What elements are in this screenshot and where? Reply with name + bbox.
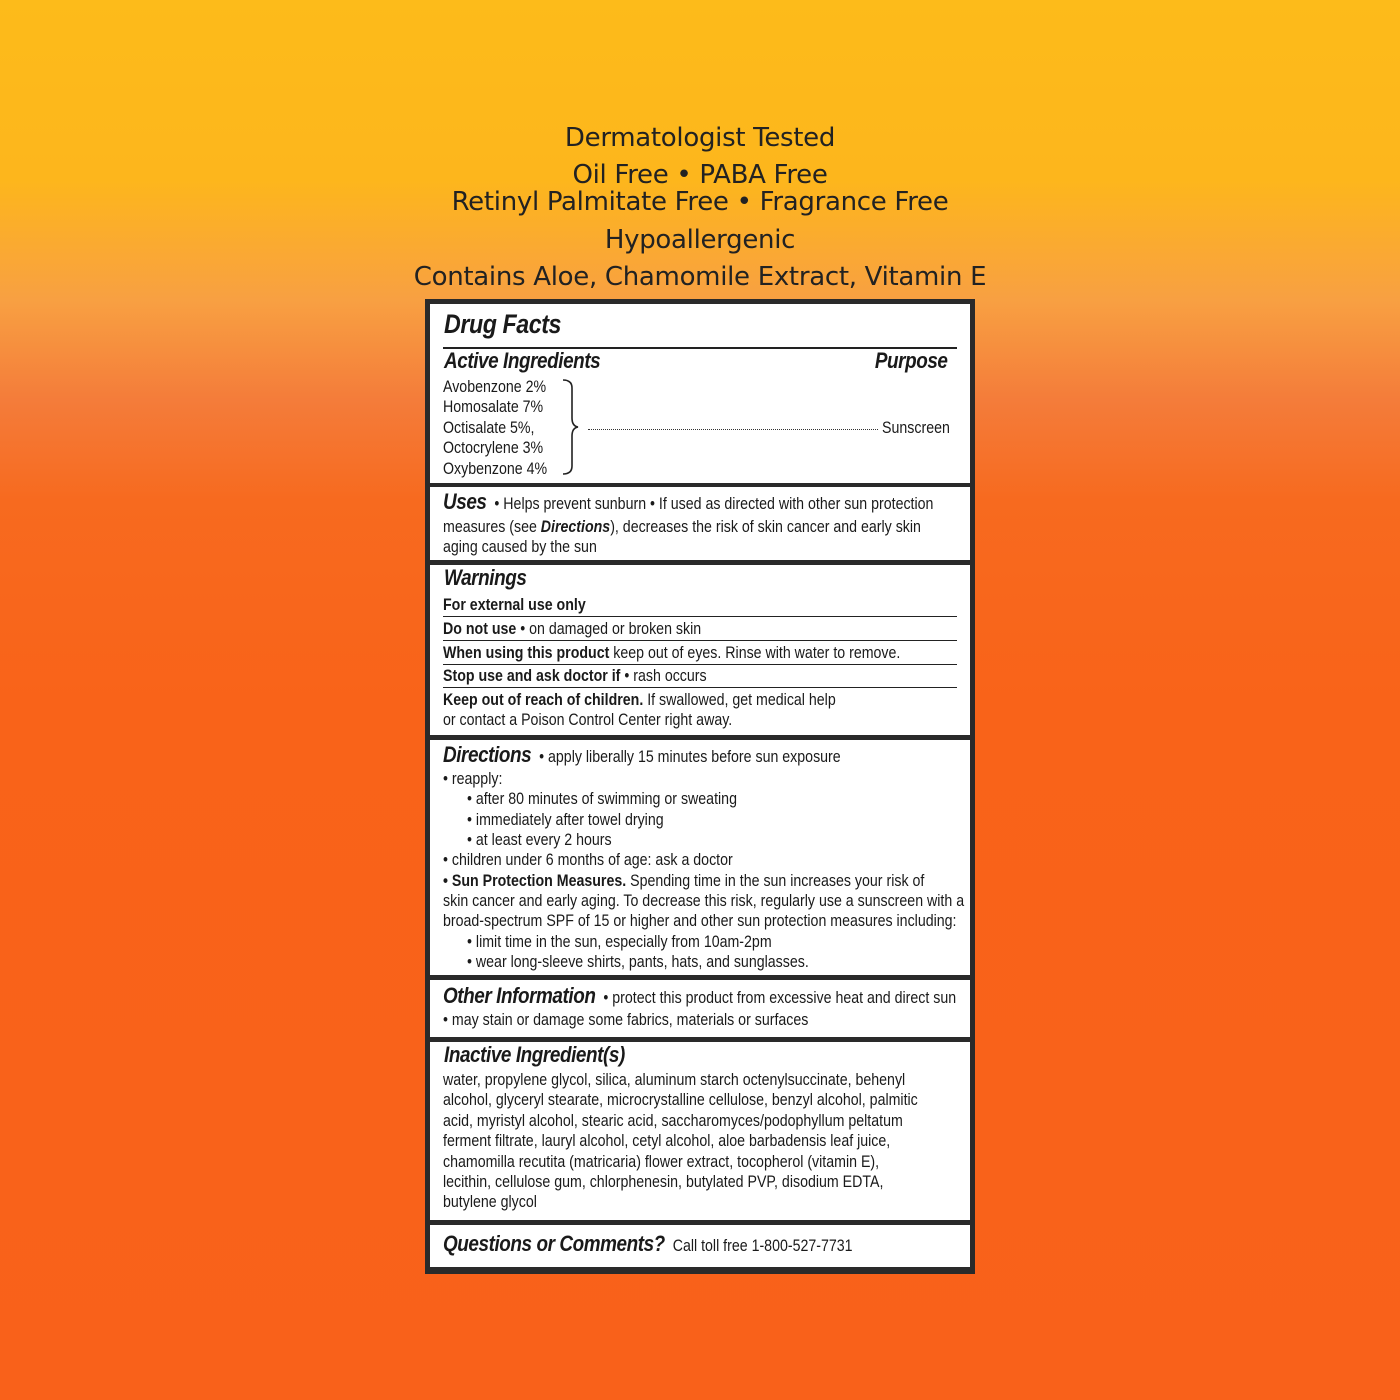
dot-leader bbox=[588, 429, 878, 430]
directions-line-1: Directions • apply liberally 15 minutes before sun exposure bbox=[443, 742, 841, 767]
other-information-section bbox=[430, 980, 970, 1037]
inactive-ingredients-section bbox=[430, 1042, 970, 1220]
ingredient: Avobenzone 2% bbox=[443, 378, 547, 396]
children-direction: • children under 6 months of age: ask a doctor bbox=[443, 851, 733, 869]
inactive-line: alcohol, glyceryl stearate, microcrystalline cellulose, benzyl alcohol, palmitic bbox=[443, 1091, 918, 1110]
reapply-item: • after 80 minutes of swimming or sweating bbox=[467, 790, 737, 808]
inactive-line: ferment filtrate, lauryl alcohol, cetyl alcohol, aloe barbadensis leaf juice, bbox=[443, 1132, 891, 1151]
inactive-line: acid, myristyl alcohol, stearic acid, saccharomyces/podophyllum peltatum bbox=[443, 1111, 903, 1130]
claim-contains: Contains Aloe, Chamomile Extract, Vitamin E bbox=[413, 262, 987, 292]
uses-text: measures (see bbox=[443, 518, 541, 536]
divider bbox=[443, 640, 957, 641]
ingredient: Homosalate 7% bbox=[443, 398, 544, 417]
reapply-item: • immediately after towel drying bbox=[467, 811, 664, 829]
other-information-header: Other Information bbox=[443, 983, 596, 1008]
other-info-line-2: • may stain or damage some fabrics, materials or surfaces bbox=[443, 1011, 809, 1029]
sun-protection-line-1: • Sun Protection Measures. Spending time in the sun increases your risk of bbox=[443, 872, 925, 890]
drug-facts-panel bbox=[425, 299, 975, 1274]
inactive-line: lecithin, cellulose gum, chlorphenesin, butylated PVP, disodium EDTA, bbox=[443, 1173, 884, 1192]
inactive-ingredient-list bbox=[443, 1070, 995, 1213]
inactive-line: chamomilla recutita (matricaria) flower extract, tocopherol (vitamin E), bbox=[443, 1152, 880, 1171]
uses-text: ), decreases the risk of skin cancer and early skin bbox=[610, 518, 921, 536]
purpose-header: Purpose bbox=[875, 348, 948, 373]
ingredient: Octisalate 5%, bbox=[443, 418, 535, 437]
ingredient-list bbox=[443, 377, 564, 479]
uses-section bbox=[430, 487, 970, 560]
divider bbox=[443, 687, 957, 688]
do-not-use: Do not use • on damaged or broken skin bbox=[443, 620, 702, 638]
reapply: • reapply: bbox=[443, 770, 503, 788]
inactive-ingredients-header: Inactive Ingredient(s) bbox=[444, 1042, 625, 1067]
questions-header: Questions or Comments? bbox=[443, 1231, 665, 1256]
sun-protection-item: • limit time in the sun, especially from 10am-2pm bbox=[467, 933, 772, 951]
other-info-line-1: Other Information • protect this product from excessive heat and direct sun bbox=[443, 983, 957, 1008]
directions-header: Directions bbox=[443, 742, 532, 767]
brace-icon bbox=[560, 378, 582, 478]
divider bbox=[443, 616, 957, 617]
sun-protection-line-2: skin cancer and early aging. To decrease this risk, regularly use a sunscreen with a bbox=[443, 892, 965, 910]
questions-section bbox=[430, 1225, 970, 1267]
ingredient: Octocrylene 3% bbox=[443, 439, 544, 458]
warnings-section bbox=[430, 565, 970, 735]
sun-protection-line-3: broad-spectrum SPF of 15 or higher and other sun protection measures including: bbox=[443, 912, 957, 930]
external-use: For external use only bbox=[443, 596, 586, 614]
claim-retinyl-fragrance-free: Retinyl Palmitate Free • Fragrance Free bbox=[451, 187, 949, 217]
keep-out-of-reach-2: or contact a Poison Control Center right away. bbox=[443, 711, 733, 729]
claim-dermatologist-tested: Dermatologist Tested bbox=[564, 123, 836, 153]
inactive-line: water, propylene glycol, silica, aluminum starch octenylsuccinate, behenyl bbox=[443, 1071, 906, 1089]
drug-facts-title: Drug Facts bbox=[444, 309, 561, 339]
inactive-line: butylene glycol bbox=[443, 1193, 537, 1212]
divider bbox=[443, 664, 957, 665]
phone-number: Call toll free 1-800-527-7731 bbox=[672, 1237, 853, 1255]
reapply-item: • at least every 2 hours bbox=[467, 831, 612, 849]
sun-protection-item: • wear long-sleeve shirts, pants, hats, and sunglasses. bbox=[467, 953, 809, 971]
uses-text: • Helps prevent sunburn • If used as directed with other sun protection bbox=[494, 495, 934, 513]
directions-section bbox=[430, 740, 970, 975]
uses-header: Uses bbox=[443, 489, 487, 514]
directions-reference: Directions bbox=[540, 518, 611, 536]
uses-line-1 bbox=[443, 489, 1013, 515]
stop-use: Stop use and ask doctor if • rash occurs bbox=[443, 667, 707, 685]
when-using: When using this product keep out of eyes. Rinse with water to remove. bbox=[443, 644, 901, 662]
active-ingredients-section bbox=[430, 304, 970, 483]
keep-out-of-reach: Keep out of reach of children. If swallowed, get medical help bbox=[443, 691, 836, 709]
questions-line bbox=[443, 1231, 919, 1257]
claim-oil-paba-free: Oil Free • PABA Free bbox=[572, 160, 828, 190]
ingredient: Oxybenzone 4% bbox=[443, 459, 548, 478]
claim-hypoallergenic: Hypoallergenic bbox=[604, 225, 796, 255]
uses-line-3: aging caused by the sun bbox=[443, 538, 597, 556]
active-ingredients-header: Active Ingredients bbox=[444, 348, 601, 373]
warnings-header: Warnings bbox=[444, 565, 527, 590]
purpose-value: Sunscreen bbox=[882, 419, 950, 437]
uses-line-2 bbox=[443, 517, 999, 538]
